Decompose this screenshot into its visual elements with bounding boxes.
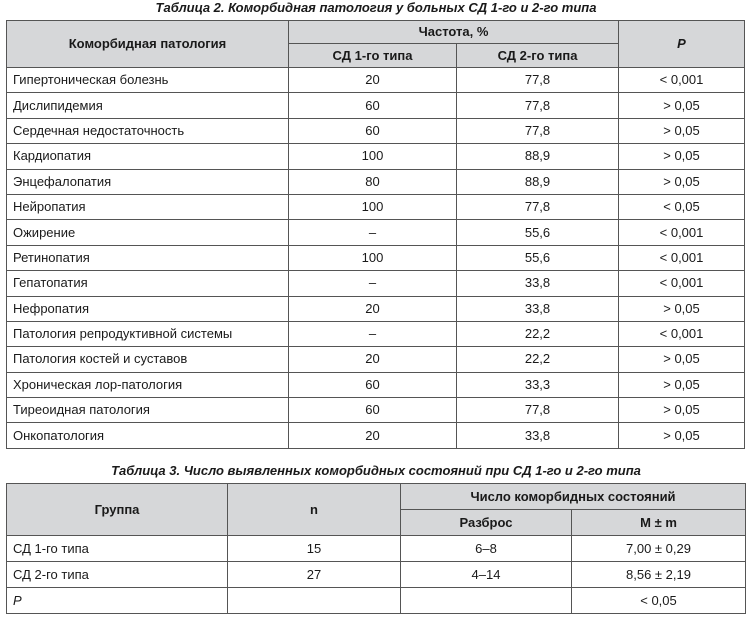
row-p: > 0,05 [619, 398, 745, 423]
table3-caption: Таблица 3. Число выявленных коморбидных состояний при СД 1-го и 2-го типа [111, 463, 641, 478]
row-name: Нефропатия [7, 296, 289, 321]
row-group: СД 1-го типа [7, 536, 228, 562]
row-name: Патология костей и суставов [7, 347, 289, 372]
table-row [7, 194, 745, 219]
row-p: < 0,001 [619, 220, 745, 245]
row-range: 4–14 [401, 562, 572, 588]
row-type1: 100 [289, 245, 457, 270]
row-n: 27 [228, 562, 401, 588]
header-n: n [228, 484, 401, 536]
row-p: > 0,05 [619, 423, 745, 448]
row-type2: 22,2 [457, 347, 619, 372]
row-type1: – [289, 220, 457, 245]
row-type2: 77,8 [457, 118, 619, 143]
header-group: Группа [7, 484, 228, 536]
table-row [7, 398, 745, 423]
row-type2: 22,2 [457, 321, 619, 346]
header-frequency: Частота, % [289, 21, 619, 44]
row-p: < 0,001 [619, 321, 745, 346]
p-row-n [228, 588, 401, 614]
row-p: > 0,05 [619, 118, 745, 143]
table-row [7, 245, 745, 270]
table2-caption: Таблица 2. Коморбидная патология у больных СД 1-го и 2-го типа [155, 0, 597, 15]
p-row [7, 588, 746, 614]
row-name: Дислипидемия [7, 93, 289, 118]
row-type1: 60 [289, 372, 457, 397]
table-row [7, 321, 745, 346]
row-p: < 0,001 [619, 245, 745, 270]
row-type2: 88,9 [457, 144, 619, 169]
row-type2: 77,8 [457, 398, 619, 423]
row-type2: 33,8 [457, 296, 619, 321]
table-row [7, 562, 746, 588]
header-mean: M ± m [572, 510, 746, 536]
header-pathology: Коморбидная патология [7, 21, 289, 68]
p-row-label: P [7, 588, 228, 614]
row-name: Энцефалопатия [7, 169, 289, 194]
header-comorbidity-count: Число коморбидных состояний [401, 484, 746, 510]
table-row [7, 536, 746, 562]
table-row [7, 296, 745, 321]
p-row-mean: < 0,05 [572, 588, 746, 614]
row-p: < 0,001 [619, 68, 745, 93]
row-name: Гипертоническая болезнь [7, 68, 289, 93]
table-row [7, 423, 745, 448]
row-p: > 0,05 [619, 347, 745, 372]
row-type2: 88,9 [457, 169, 619, 194]
row-name: Тиреоидная патология [7, 398, 289, 423]
row-range: 6–8 [401, 536, 572, 562]
row-p: > 0,05 [619, 144, 745, 169]
header-type2: СД 2-го типа [457, 44, 619, 68]
row-type1: 60 [289, 93, 457, 118]
comorbidity-table [6, 20, 745, 449]
row-type2: 77,8 [457, 93, 619, 118]
table-row [7, 347, 745, 372]
table-row [7, 68, 745, 93]
row-p: > 0,05 [619, 296, 745, 321]
row-n: 15 [228, 536, 401, 562]
row-name: Патология репродуктивной системы [7, 321, 289, 346]
table-row [7, 220, 745, 245]
row-type1: 20 [289, 423, 457, 448]
table-row [7, 93, 745, 118]
table-row [7, 118, 745, 143]
row-name: Ретинопатия [7, 245, 289, 270]
row-type1: 60 [289, 398, 457, 423]
row-type1: – [289, 321, 457, 346]
row-type1: 100 [289, 144, 457, 169]
row-name: Ожирение [7, 220, 289, 245]
row-type2: 33,3 [457, 372, 619, 397]
row-type2: 33,8 [457, 271, 619, 296]
row-group: СД 2-го типа [7, 562, 228, 588]
table-row [7, 271, 745, 296]
row-p: > 0,05 [619, 372, 745, 397]
p-row-range [401, 588, 572, 614]
row-name: Гепатопатия [7, 271, 289, 296]
row-type2: 77,8 [457, 194, 619, 219]
row-type2: 77,8 [457, 68, 619, 93]
header-range: Разброс [401, 510, 572, 536]
row-type1: 80 [289, 169, 457, 194]
row-name: Хроническая лор-патология [7, 372, 289, 397]
table-row [7, 144, 745, 169]
row-type1: 60 [289, 118, 457, 143]
row-p: < 0,05 [619, 194, 745, 219]
row-name: Сердечная недостаточность [7, 118, 289, 143]
row-type2: 55,6 [457, 220, 619, 245]
row-type1: 20 [289, 68, 457, 93]
row-type1: 20 [289, 347, 457, 372]
row-type2: 55,6 [457, 245, 619, 270]
header-type1: СД 1-го типа [289, 44, 457, 68]
row-p: < 0,001 [619, 271, 745, 296]
row-p: > 0,05 [619, 93, 745, 118]
row-p: > 0,05 [619, 169, 745, 194]
row-name: Нейропатия [7, 194, 289, 219]
row-type1: 20 [289, 296, 457, 321]
header-p: P [619, 21, 745, 68]
row-type1: – [289, 271, 457, 296]
table-row [7, 169, 745, 194]
row-type2: 33,8 [457, 423, 619, 448]
table-row [7, 372, 745, 397]
row-name: Онкопатология [7, 423, 289, 448]
row-mean: 7,00 ± 0,29 [572, 536, 746, 562]
row-type1: 100 [289, 194, 457, 219]
row-name: Кардиопатия [7, 144, 289, 169]
comorbidity-count-table [6, 483, 746, 614]
row-mean: 8,56 ± 2,19 [572, 562, 746, 588]
